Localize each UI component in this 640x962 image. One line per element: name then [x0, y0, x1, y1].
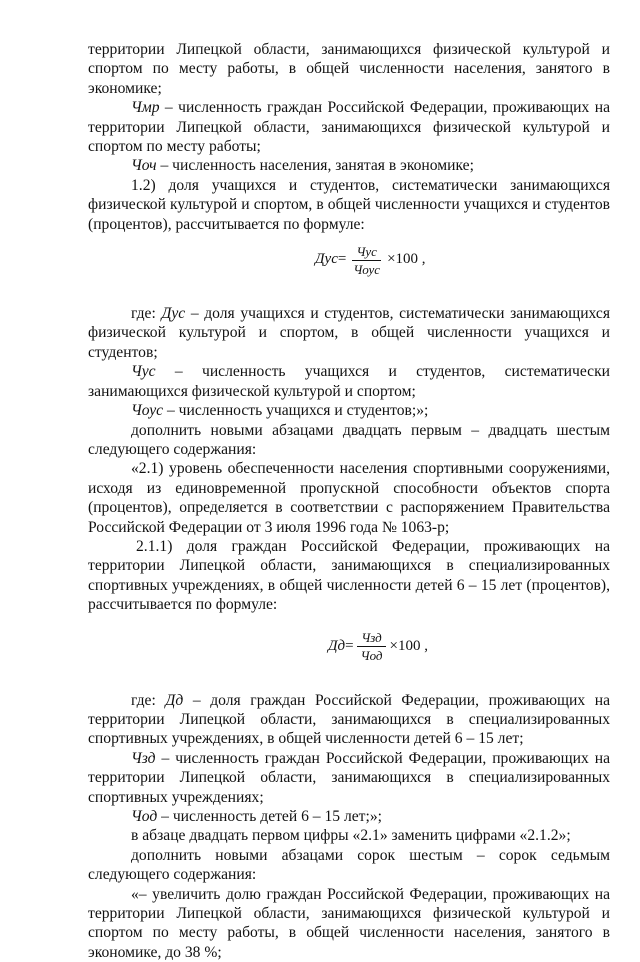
- fraction-denominator: Чод: [360, 648, 383, 664]
- fraction-numerator: Чус: [352, 244, 381, 261]
- paragraph: [88, 401, 610, 420]
- paragraph-text: дополнить новыми абзацами двадцать первым – двадцать шестым следующего содержания:: [88, 421, 610, 458]
- paragraph: [88, 459, 610, 537]
- paragraph-text: «2.1) уровень обеспеченности населения спортивными сооружениями, исходя из единовременной пропускной способности объектов спорта (процентов), определяется в соответствии с распоряжением Правительства Российской Федерации от 3 июля 1996 года № 1063-р;: [88, 460, 610, 536]
- formula-lhs: Дус: [315, 251, 338, 268]
- paragraph-text: дополнить новыми абзацами сорок шестым – сорок седьмым следующего содержания:: [88, 846, 610, 884]
- variable-symbol: Чзд: [131, 749, 156, 767]
- paragraph: [88, 421, 610, 460]
- paragraph: [88, 98, 610, 156]
- paragraph: [88, 40, 610, 98]
- paragraph-text: – численность детей 6 – 15 лет;»;: [157, 808, 382, 825]
- fraction-denominator: Чоус: [353, 261, 381, 277]
- variable-symbol: Дд: [165, 691, 184, 709]
- paragraph: [88, 885, 610, 962]
- paragraph-text: – численность граждан Российской Федерации, проживающих на территории Липецкой области, занимающихся в специализированных спортивных учреждениях;: [88, 749, 610, 806]
- paragraph-text: – численность граждан Российской Федерации, проживающих на территории Липецкой области, занимающихся физической культурой и спортом по месту работы;: [88, 99, 610, 156]
- paragraph-text: в абзаце двадцать первом цифры «2.1» заменить цифрами «2.1.2»;: [131, 827, 571, 845]
- paragraph: [88, 846, 610, 885]
- paragraph: [88, 749, 610, 807]
- document-page: [88, 40, 610, 962]
- formula: [328, 623, 610, 671]
- paragraph-text: – доля учащихся и студентов, систематически занимающихся физической культурой и спортом, в общей численности учащихся и студентов;: [88, 305, 610, 361]
- paragraph-prefix: где:: [131, 691, 166, 709]
- formula: [315, 236, 610, 284]
- variable-symbol: Чус: [131, 363, 156, 381]
- paragraph-text: – доля граждан Российской Федерации, проживающих на территории Липецкой области, занимающихся в специализированных спортивных учреждениях, в общей численности детей 6 – 15 лет;: [88, 691, 610, 748]
- fraction-numerator: Чзд: [357, 630, 385, 647]
- paragraph-prefix: где:: [131, 305, 162, 323]
- paragraph: [88, 807, 610, 826]
- variable-symbol: Дус: [161, 305, 186, 323]
- paragraph-text: 1.2) доля учащихся и студентов, систематически занимающихся физической культурой и спортом, в общей численности учащихся и студентов (процентов), рассчитывается по формуле:: [88, 176, 610, 233]
- variable-symbol: Чоч: [131, 157, 157, 175]
- variable-symbol: Чод: [131, 808, 158, 825]
- paragraph: [88, 826, 610, 845]
- variable-symbol: Чоус: [131, 402, 164, 420]
- paragraph-text: территории Липецкой области, занимающихся физической культурой и спортом по месту работы, в общей численности населения, занятого в экономике;: [88, 41, 610, 97]
- equals-sign: =: [337, 251, 347, 268]
- paragraph: [88, 537, 610, 615]
- paragraph-text: – численность населения, занятая в экономике;: [156, 157, 474, 175]
- formula-lhs: Дд: [328, 637, 346, 654]
- equals-sign: =: [345, 637, 354, 654]
- paragraph: [88, 176, 610, 234]
- paragraph: [88, 362, 610, 401]
- paragraph-text: – численность учащихся и студентов, систематически занимающихся физической культурой и спортом;: [88, 363, 610, 400]
- fraction: [357, 630, 387, 663]
- paragraph: [88, 156, 610, 175]
- paragraph-text: 2.1.1) доля граждан Российской Федерации, проживающих на территории Липецкой области, занимающихся в специализированных спортивных учреждениях, в общей численности детей 6 – 15 лет (процентов), рассчитывается по формуле:: [88, 537, 610, 614]
- formula-tail: ×100 ,: [389, 637, 428, 654]
- fraction: [349, 244, 384, 277]
- paragraph: [88, 304, 610, 362]
- variable-symbol: Чмр: [131, 99, 160, 117]
- paragraph-text: «– увеличить долю граждан Российской Федерации, проживающих на территории Липецкой области, занимающихся физической культурой и спортом по месту работы, в общей численности населения, занятого в экономике, до 38 %;: [88, 885, 610, 961]
- paragraph: [88, 691, 610, 749]
- formula-tail: ×100 ,: [387, 251, 426, 268]
- paragraph-text: – численность учащихся и студентов;»;: [163, 402, 429, 420]
